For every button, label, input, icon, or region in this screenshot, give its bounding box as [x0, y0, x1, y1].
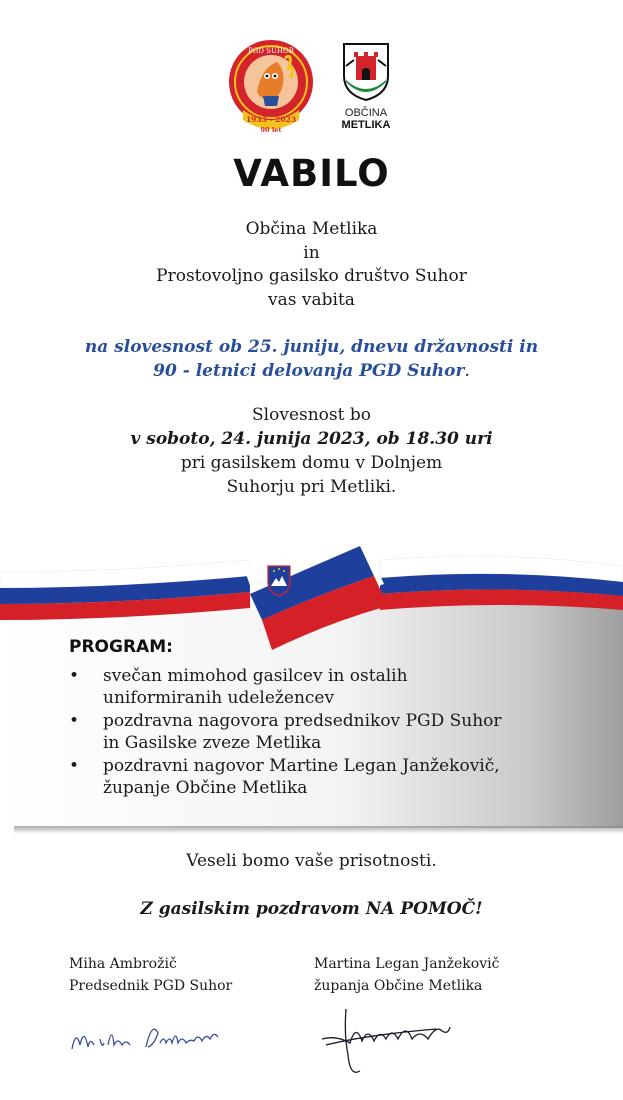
- intro-line-2: in: [303, 242, 320, 263]
- signer-2-name: Martina Legan Janžekovič: [314, 956, 500, 972]
- intro-line-1: Občina Metlika: [245, 219, 378, 239]
- event-date: v soboto, 24. junija 2023, ob 18.30 uri: [130, 429, 493, 449]
- event-line-1: Slovesnost bo: [252, 405, 371, 425]
- intro-block: [0, 218, 623, 312]
- svg-text:90 let: 90 let: [260, 126, 282, 134]
- occasion-block: [0, 335, 623, 383]
- list-item: [69, 665, 549, 709]
- occasion-line-1: na slovesnost ob 25. juniju, dnevu državnosti in: [84, 337, 539, 357]
- obcina-metlika-wordmark: [326, 107, 406, 131]
- occasion-line-2-period: .: [464, 361, 470, 381]
- closing-thanks: Veseli bomo vaše prisotnosti.: [186, 851, 437, 871]
- signer-1-role: Predsednik PGD Suhor: [69, 978, 233, 994]
- page-title: VABILO: [233, 152, 390, 195]
- program-item-3-line-1: pozdravni nagovor Martine Legan Janžekovič,: [103, 756, 500, 776]
- occasion-line-2: [0, 359, 623, 383]
- occasion-line-2-text: 90 - letnici delovanja PGD Suhor: [153, 361, 465, 381]
- program-list: [69, 665, 549, 800]
- svg-text:1933 - 2023: 1933 - 2023: [245, 115, 297, 124]
- pgd-suhor-emblem-icon: [227, 38, 315, 138]
- signer-obcina: [314, 953, 499, 997]
- program-heading: PROGRAM:: [69, 637, 173, 657]
- intro-line-3: Prostovoljno gasilsko društvo Suhor: [156, 266, 467, 286]
- signature-miha-ambrozic: [68, 1015, 228, 1060]
- program-item-1-line-1: svečan mimohod gasilcev in ostalih: [103, 666, 408, 686]
- event-line-3: pri gasilskem domu v Dolnjem: [180, 453, 443, 473]
- signer-2-role: županja Občine Metlika: [314, 978, 483, 994]
- program-item-2-line-1: pozdravna nagovora predsednikov PGD Suhor: [103, 711, 502, 731]
- event-line-4: Suhorju pri Metliki.: [226, 477, 397, 497]
- closing-greeting: Z gasilskim pozdravom NA POMOČ!: [140, 899, 483, 919]
- obcina-line-2: METLIKA: [341, 119, 391, 131]
- program-item-3-line-2: županje Občine Metlika: [103, 778, 308, 798]
- svg-text:PGD SUHOR: PGD SUHOR: [248, 47, 294, 55]
- bullet: •: [69, 711, 80, 731]
- signature-martina-legan-janzekovic: [316, 1005, 456, 1080]
- program-item-2-line-2: in Gasilske zveze Metlika: [103, 733, 322, 753]
- signer-1-name: Miha Ambrožič: [69, 956, 177, 972]
- intro-line-4: vas vabita: [268, 289, 355, 310]
- header-logos: [0, 38, 623, 138]
- signer-pgd: [69, 953, 232, 997]
- event-details: [0, 403, 623, 499]
- program-item-1-line-2: uniformiranih udeležencev: [103, 688, 335, 708]
- bullet: •: [69, 756, 80, 776]
- list-item: [69, 755, 549, 799]
- list-item: [69, 710, 549, 754]
- bullet: •: [69, 666, 80, 686]
- obcina-line-1: OBČINA: [344, 107, 388, 119]
